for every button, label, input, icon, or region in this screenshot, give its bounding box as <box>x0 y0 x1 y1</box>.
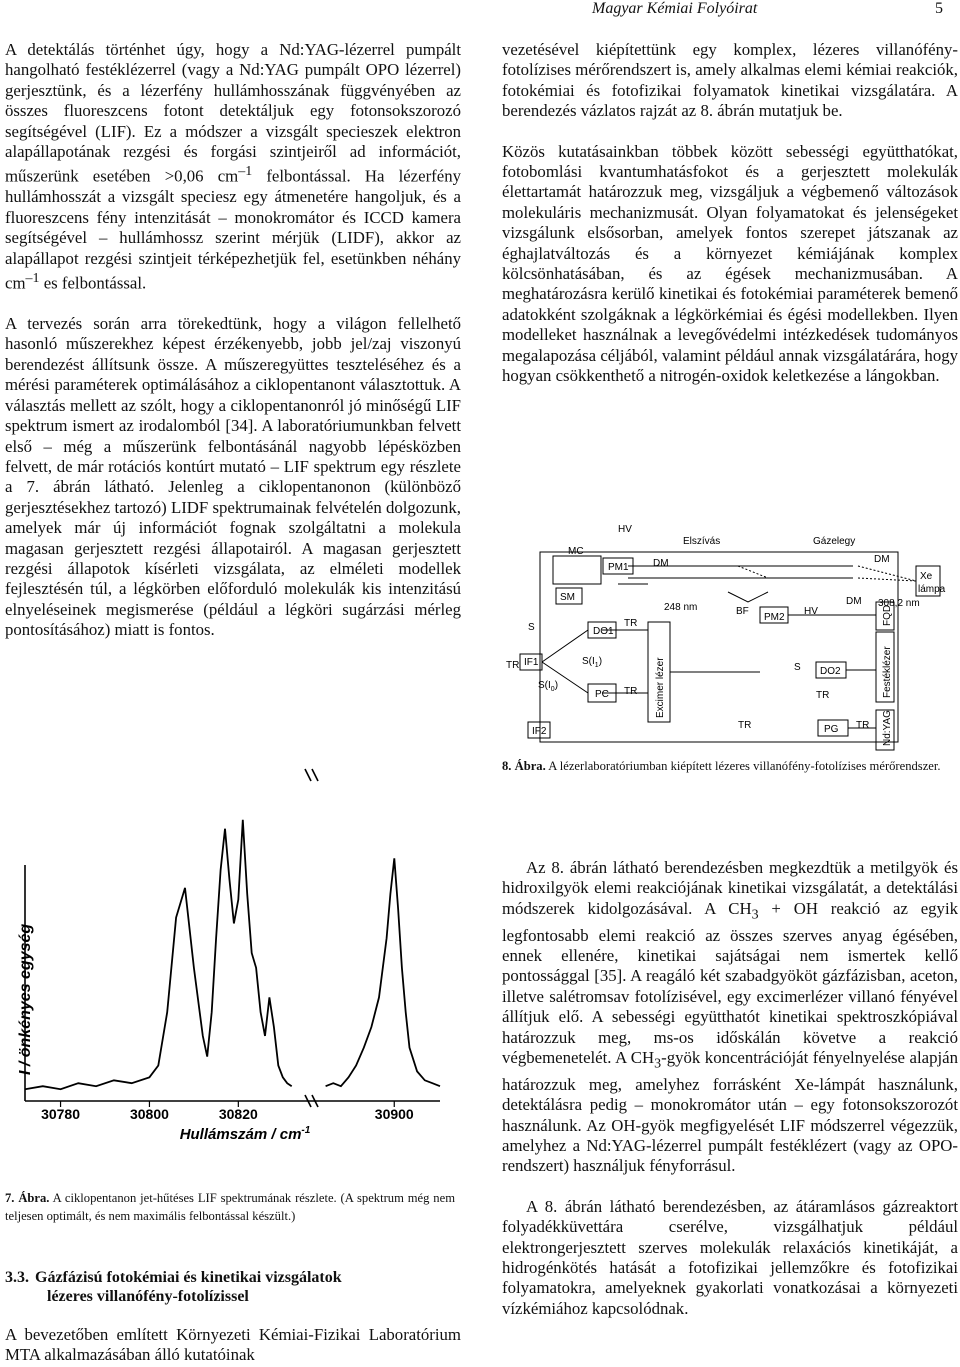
right-column-text-top <box>502 40 958 387</box>
pm2-label: PM2 <box>764 612 785 623</box>
dm-label: DM <box>874 554 890 565</box>
bottom-left-text: A bevezetőben említett Környezeti Kémiai-Fizikai Laboratórium MTA alkalmazásában álló kutatóinak <box>5 1325 461 1365</box>
tr-label: TR <box>624 618 638 629</box>
lampa-label: lámpa <box>918 584 946 595</box>
hv-label: HV <box>618 524 632 535</box>
figure-7-caption: 7. Ábra. A ciklopentanon jet-hűtéses LIF spektrumának részlete. (A spektrum még nem teljesen optimált, és nem maximális felbontással készült.) <box>5 1191 455 1223</box>
spectrum-series-line <box>25 820 440 1089</box>
tr-label: TR <box>816 690 830 701</box>
do2-label: DO2 <box>820 666 841 677</box>
mc-label: MC <box>568 546 584 557</box>
gazelegy-label: Gázelegy <box>813 536 856 547</box>
tr-label: TR <box>738 720 752 731</box>
ndyag-label: Nd:YAG <box>882 710 893 746</box>
page-number: 5 <box>935 0 943 17</box>
figure-8-caption: 8. Ábra. A lézerlaboratóriumban kiépített lézeres villanófény-fotolízises mérőrendszer. <box>502 759 941 773</box>
s-i1-label: $S(I_1)$ <box>582 656 603 669</box>
do1-label: DO1 <box>593 626 614 637</box>
fqd-label: FQD <box>882 604 893 626</box>
diagram-frame <box>540 552 898 742</box>
x-tick-label: 30820 <box>218 1106 258 1122</box>
wavelength-248-label: 248 nm <box>664 602 698 613</box>
journal-title: Magyar Kémiai Folyóirat <box>592 0 758 17</box>
lif-spectrum-chart <box>0 765 470 1175</box>
section-heading: 3.3. Gázfázisú fotokémiai és kinetikai vizsgálatok lézeres villanófény-fotolízissel <box>5 1269 342 1305</box>
x-tick-label: 30900 <box>374 1106 414 1122</box>
dm-label: DM <box>653 558 669 569</box>
hv-label: HV <box>804 606 818 617</box>
wavelength-308-label: 308,2 nm <box>878 598 920 609</box>
festeklezer-label: Festéklézer <box>882 646 893 698</box>
if1-label: IF1 <box>524 657 539 668</box>
paragraph: vezetésével kiépítettünk egy komplex, lézeres villanófény-fotolízises mérőrendszert is, amely alkalmas elemi kémiai reakciók, fotokémiai és fotofizikai folyamatok kinetikai vizsgálatára. A berendezés vázlatos rajzát az 8. ábrán mutatjuk be. <box>502 40 958 121</box>
s-i0-label: $S(I_0)$ <box>538 680 559 693</box>
pg-label: PG <box>824 724 839 735</box>
paragraph: A detektálás történhet úgy, hogy a Nd:YAG-lézerrel pumpált hangolható festéklézerrel (vagy a Nd:YAG pumpált OPO lézerrel) gerjesztünk, és a lézerfény hullámhosszának függvényében az összes fluoreszcens fotont detektáljuk egy fotonsokszorozó segítségével (LIF). Ez a módszer a vizsgált specieszek elektron alapállapotának rezgési és forgási szintjeiről ad információt, műszerünk esetében >0,06 $cm^{-1}$ felbontással. Ha lézerfény hullámhosszát a vizsgált speciesz egy átmenetére hangoljuk, és a fluoreszcens fény intenzitását – monokromátor és ICCD kamera segítségével – hullámhossz szerint mérjük (LIDF), akkor az alapállapot rezgési szintjeit térképezhetjük fel, esetünkben néhány $cm^{-1}$ es felbontással. <box>5 40 461 293</box>
paragraph: Az 8. ábrán látható berendezésben megkezdtük a metilgyök és hidroxilgyök elemi reakciójának kinetikai vizsgálatát, a detektálási módszerek kidolgozásával. A $CH_3$ + OH reakció az egyik legfontosabb elemi reakció az összes szerves anyag égésében, ennek ellenére, kinetikai sajátságai nem ismertek kellő pontossággal [35]. A reagáló két szabadgyököt gázfázisban, aceton, illetve salétromsav fotolízisével, egy excimerlézer villanó fényével állítjuk elő. A sebességi együtthatót kinetikai spektroszkópiával határozzuk meg, ms-os időskálán követve a reakció végbemenetelét. A $CH_3$-gyök koncentrációját fényelnyelése alapján határozzuk meg, amelyhez forrásként Xe-lámpát használunk, detektálásra pedig – monokromátor után – egy fotonsokszorozót használunk. Az OH-gyök megfigyelését LIF módszerrel végezzük, amelyhez a Nd:YAG-lézerrel pumpált festéklézert (vagy az OPO-rendszert) használjuk fényforrásul. <box>502 858 958 1176</box>
tr-label: TR <box>624 686 638 697</box>
paragraph: Közös kutatásainkban többek között sebességi együtthatókat, fotobomlási kvantumhatásfokot és a gerjesztett molekulák élettartamát határozzuk meg, vizsgáljuk a végbemenő változások molekuláris mechanizmusát. Olyan folyamatokat és jelenségeket vizsgálunk elsősorban, amelyek fontos szerepet játszanak az éghajlatváltozás és a környezet kémiájának komplex kölcsönhatásában, és az égések mechanizmusában. A meghatározásra kerülő kinetikai és fotokémiai paraméterek bemenő adatokként szolgáknak a légkörkémiai és égési modellekben. Ilyen modelleket használnak a levegővédelmi intézkedések tudományos megalapozása céljából, valamint például annak vizsgálatárára, hogy hogyan csökkenthető a nitrogén-oxidok keletkezése a lángokban. <box>502 141 958 386</box>
x-axis-label: Hullámszám / $cm^{-1}$ <box>179 1125 311 1143</box>
pc-label: PC <box>595 689 609 700</box>
tr-label: TR <box>856 720 870 731</box>
paragraph: A 8. ábrán látható berendezésben, az átáramlásos gázreaktort folyadékküvettára cserélve, vizsgálhatjuk például elektrongerjesztett szerves molekulák relaxációs kinetikáját, a hidrogénkötés hatását a fotofizikai jellemzőkre és fotofizikai folyamatokra, amelyeknek gyakorlati vonatkozásai a környezeti vízkémiához kapcsolódnak. <box>502 1196 958 1318</box>
sm-label: SM <box>560 592 575 603</box>
xe-label: Xe <box>920 571 933 582</box>
x-tick-label: 30800 <box>129 1106 169 1122</box>
right-column-text-bottom <box>502 858 958 1319</box>
if2-label: IF2 <box>532 726 547 737</box>
excimer-label: Excimer lézer <box>655 657 666 718</box>
left-column-text <box>5 40 461 641</box>
elszivas-label: Elszívás <box>683 536 721 547</box>
pm1-label: PM1 <box>608 562 629 573</box>
s-label: S <box>528 622 535 633</box>
tr-label: TR <box>506 660 520 671</box>
y-axis-label: I / önkényes egység <box>17 923 34 1075</box>
bf-label: BF <box>736 606 749 617</box>
mc-box <box>553 556 601 584</box>
dm-label: DM <box>846 596 862 607</box>
page-header <box>0 0 960 22</box>
apparatus-diagram <box>498 522 946 752</box>
spectrum-axes <box>25 769 440 1107</box>
paragraph: A tervezés során arra törekedtünk, hogy a világon fellelhető hasonló műszerekhez képest érzékenyebb, jobb jel/zaj viszonyú berendezést állítsunk össze. A műszeregyüttes teszteléséhez és a mérési paraméterek optimálásához a ciklopentanont választottuk. A választás mellett az szólt, hogy a ciklopentanonról jó minőségű LIF spektrum ismert az irodalomból [34]. A laboratóriumunkban felvett első – még a műszerünk felbontásánál nagyobb lépésközben felvett, de már rotációs kontúrt mutató – LIF spektrum egy részlete a 7. ábrán látható. Jelenleg a ciklopentanonon (különböző gerjesztésekhez tartozó) LIDF spektrumainak felvételén dolgozunk, amelyek már új információt fognak szolgáltatni a molekula magasan gerjesztett rezgési állapotairól. A magasan gerjesztett rezgési állapotok kísérleti vizsgálata, az elméleti modellek fejlesztésén túl, a légkörben előforduló molekulák kis intenzitású elnyeléseinek megismerése (például a légköri sugárzási mérleg pontosításához) miatt is fontos. <box>5 314 461 640</box>
s-label: S <box>794 662 801 673</box>
x-tick-label: 30780 <box>41 1106 81 1122</box>
